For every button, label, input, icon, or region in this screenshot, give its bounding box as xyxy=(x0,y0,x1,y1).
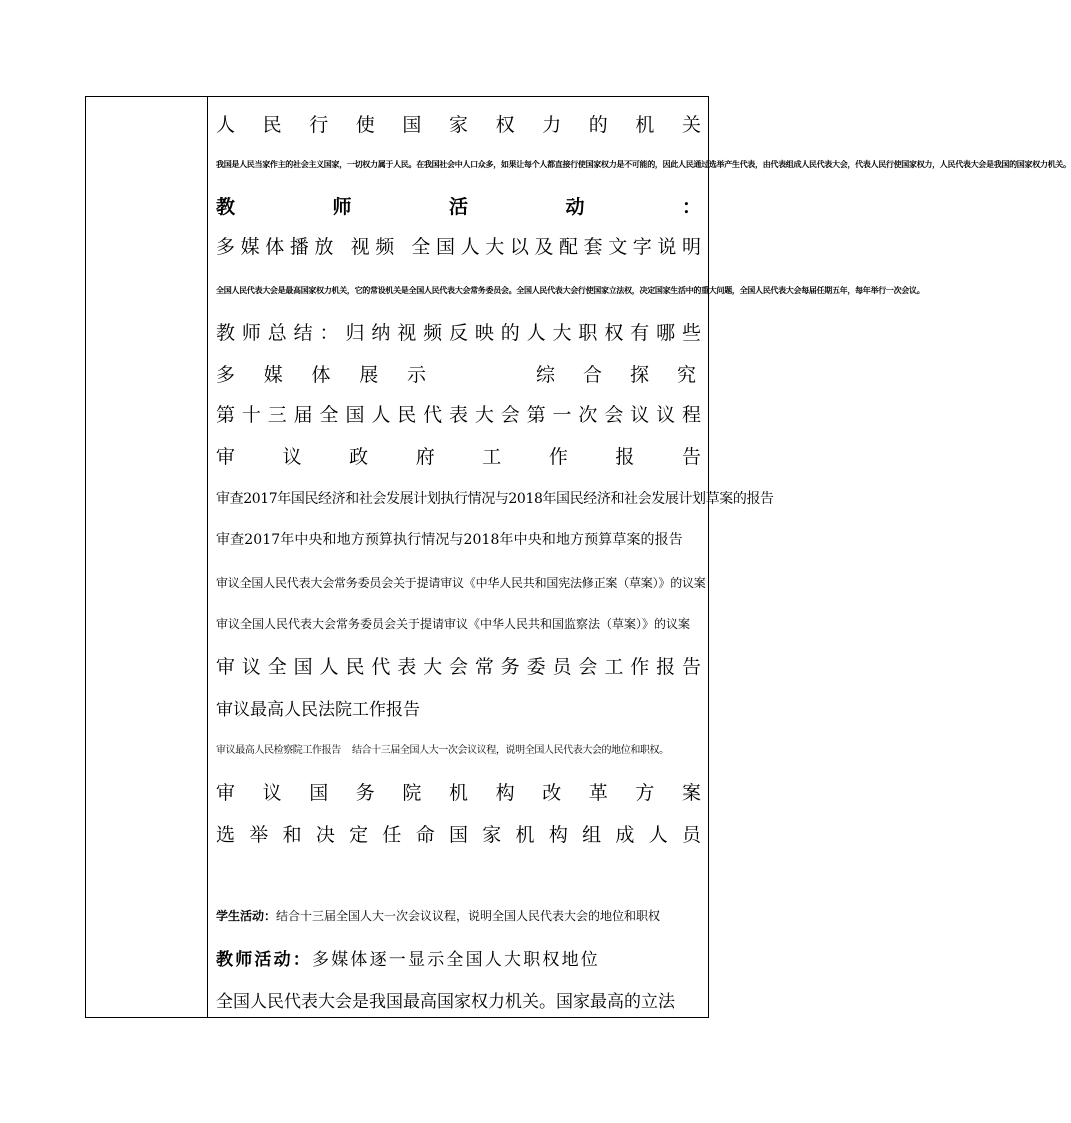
conclusion-line: 全国人民代表大会是我国最高国家权力机关。国家最高的立法 xyxy=(216,992,675,1012)
teacher-summary-line: 教师总结：归纳视频反映的人大职权有哪些 xyxy=(216,322,701,344)
student-activity-line xyxy=(216,907,701,925)
column-divider xyxy=(207,96,208,1018)
lesson-table xyxy=(85,96,1071,1018)
small-paragraph-2: 全国人民代表大会是最高国家权力机关，它的常设机关是全国人民代表大会常务委员会。全国人民代表大会行使国家立法权，决定国家生活中的重大问题，全国人民代表大会每届任期五年，每年举行一次会议。 xyxy=(216,285,925,295)
agenda-item-10: 选举和决定任命国家机构组成人员 xyxy=(216,824,701,846)
agenda-item-8 xyxy=(216,742,701,760)
agenda-title: 第十三届全国人民代表大会第一次会议议程 xyxy=(216,404,701,426)
agenda-item-4: 审议全国人民代表大会常务委员会关于提请审议《中华人民共和国宪法修正案（草案）》的议案 xyxy=(216,576,706,590)
video-line: 多媒体播放 视频 全国人大以及配套文字说明 xyxy=(216,236,701,258)
teacher-activity-heading: 教师活动： xyxy=(216,196,701,218)
agenda-item-5: 审议全国人民代表大会常务委员会关于提请审议《中华人民共和国监察法（草案）》的议案 xyxy=(216,617,691,631)
agenda-item-1: 审议政府工作报告 xyxy=(216,446,701,468)
agenda-item-8-note: 结合十三届全国人大一次会议议程，说明全国人民代表大会的地位和职权。 xyxy=(351,745,669,756)
multimedia-label: 多媒体展示 xyxy=(216,364,426,386)
teacher-activity-label: 教师活动： xyxy=(216,950,312,970)
teacher-activity-text: 多媒体逐一显示全国人大职权地位 xyxy=(312,950,600,970)
agenda-item-2: 审查2017年国民经济和社会发展计划执行情况与2018年国民经济和社会发展计划草案的报告 xyxy=(216,491,774,507)
agenda-item-9: 审议国务院机构改革方案 xyxy=(216,782,701,804)
student-activity-label: 学生活动： xyxy=(216,909,277,923)
agenda-item-7: 审议最高人民法院工作报告 xyxy=(216,700,420,720)
agenda-item-6: 审议全国人民代表大会常务委员会工作报告 xyxy=(216,656,701,678)
small-paragraph: 我国是人民当家作主的社会主义国家，一切权力属于人民。在我国社会中人口众多，如果让每个人都直接行使国家权力是不可能的，因此人民通过选举产生代表，由代表组成人民代表大会，代表人民行使国家权力，人民代表大会是我国的国家权力机关。 xyxy=(216,159,1071,169)
agenda-item-8-text: 审议最高人民检察院工作报告 xyxy=(216,745,341,756)
inquiry-label: 综合探究 xyxy=(536,364,696,386)
heading-line: 人民行使国家权力的机关 xyxy=(216,114,701,136)
student-activity-text: 结合十三届全国人大一次会议议程，说明全国人民代表大会的地位和职权 xyxy=(276,909,661,923)
teacher-activity-line xyxy=(216,949,701,971)
multimedia-line xyxy=(216,364,701,386)
agenda-item-3: 审查2017年中央和地方预算执行情况与2018年中央和地方预算草案的报告 xyxy=(216,532,683,548)
